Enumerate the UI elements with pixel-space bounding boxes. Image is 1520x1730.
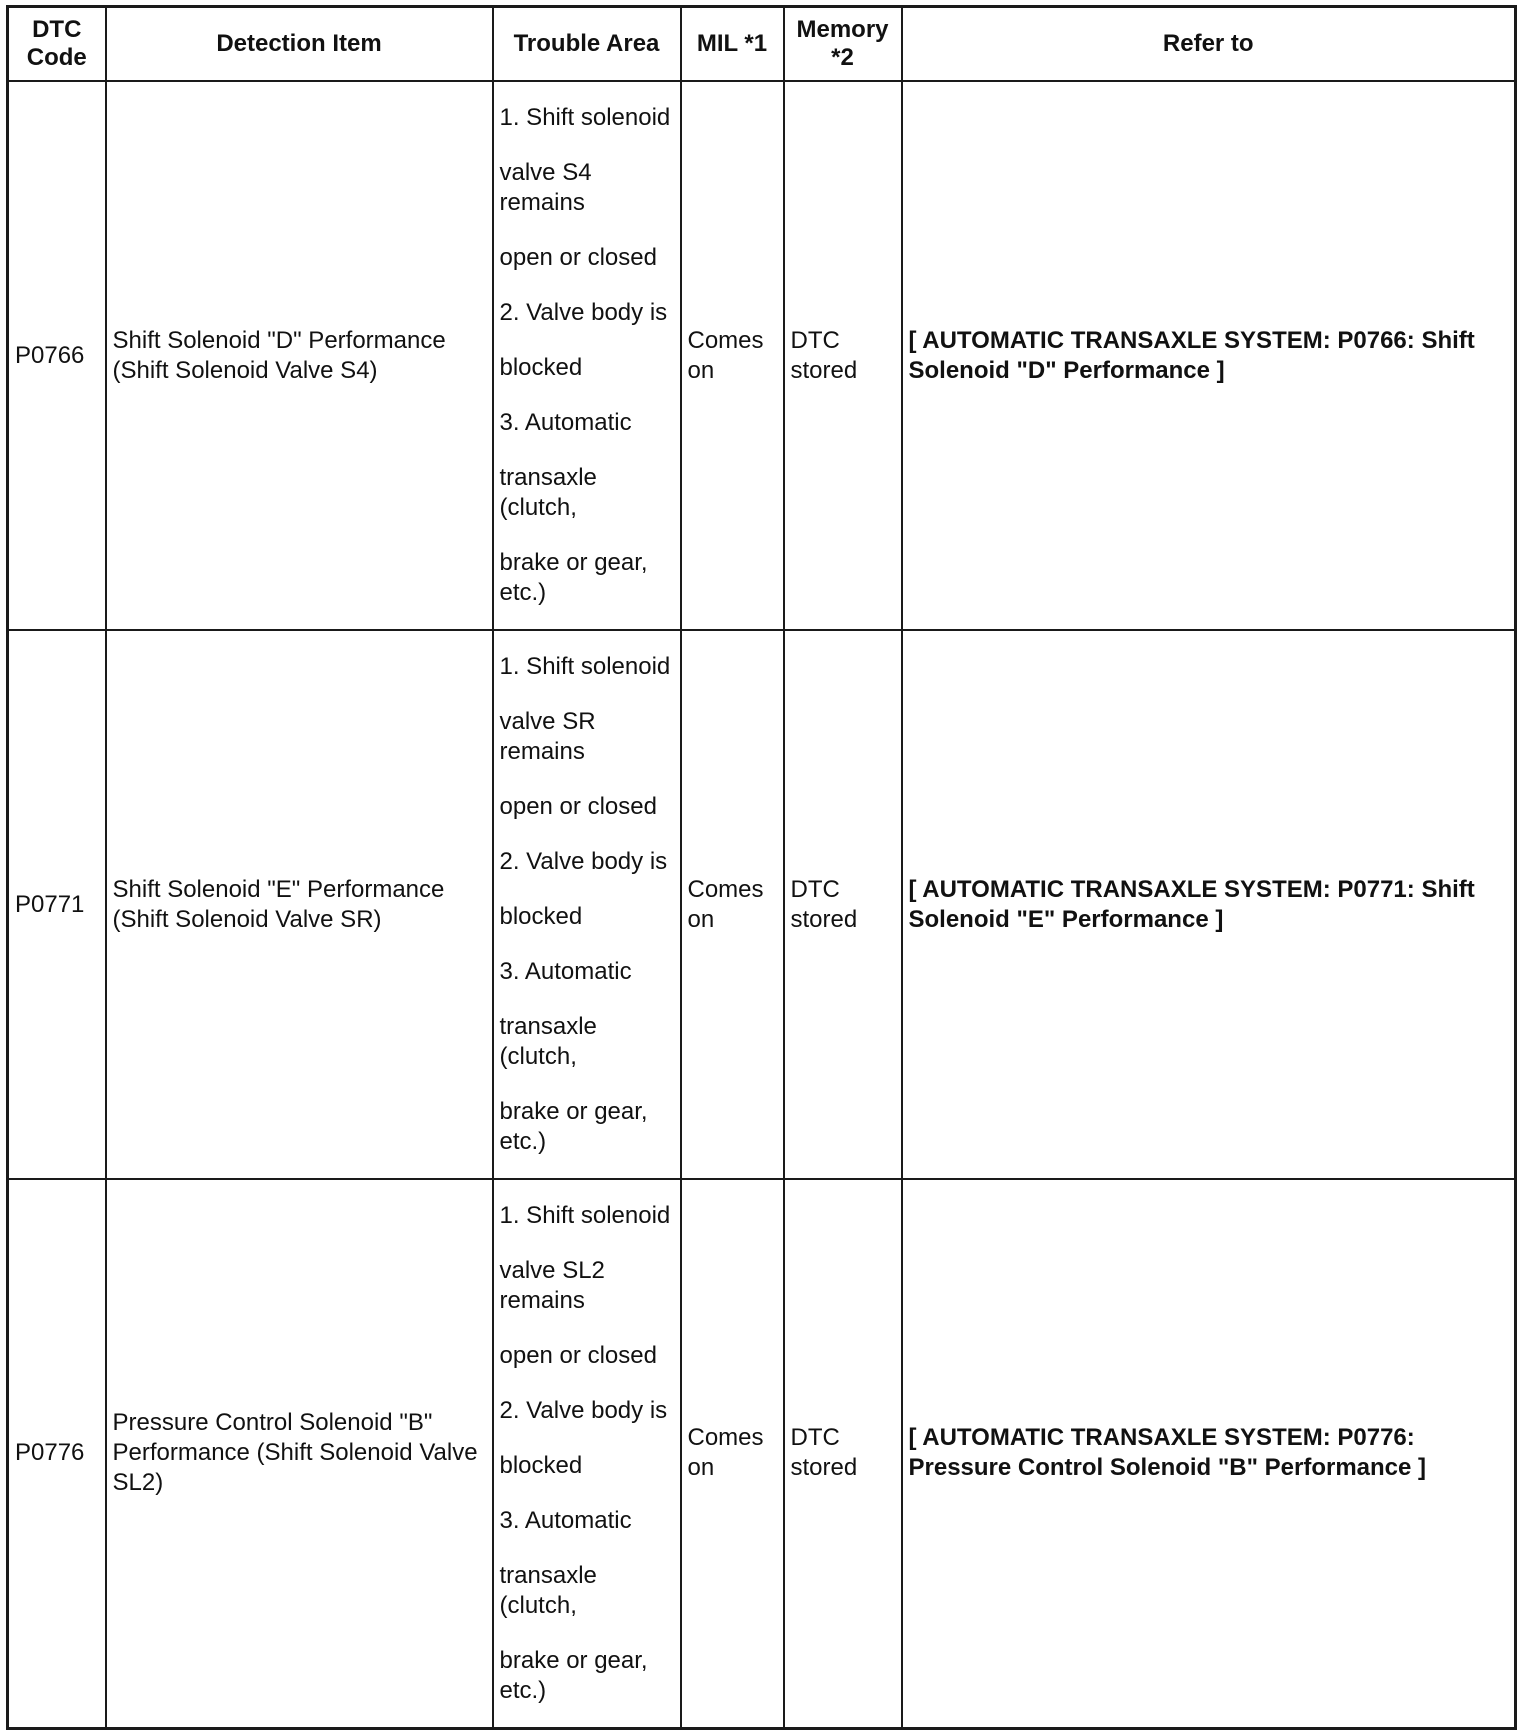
trouble-area-line: 1. Shift solenoid [499,104,671,131]
mil-cell: Comes on [681,1179,784,1728]
mil-cell: Comes on [681,81,784,630]
trouble-area-cell [493,1179,681,1728]
dtc-code-cell: P0771 [8,630,106,1179]
detection-item-cell: Shift Solenoid "D" Performance (Shift Solenoid Valve S4) [106,81,493,630]
trouble-area-line: transaxle (clutch, [499,464,597,521]
table-row [8,630,1516,1179]
trouble-area-line: 2. Valve body is [499,1396,668,1424]
header-mil: MIL *1 [681,7,784,82]
trouble-area-line: blocked [499,354,583,381]
header-memory: Memory *2 [784,7,902,82]
refer-to-link[interactable]: [ AUTOMATIC TRANSAXLE SYSTEM: P0766: Shift Solenoid "D" Performance ] [902,81,1516,630]
refer-to-link[interactable]: [ AUTOMATIC TRANSAXLE SYSTEM: P0771: Shift Solenoid "E" Performance ] [902,630,1516,1179]
trouble-area-line: valve SL2 remains [499,1256,605,1314]
refer-to-link[interactable]: [ AUTOMATIC TRANSAXLE SYSTEM: P0776: Pressure Control Solenoid "B" Performance ] [902,1179,1516,1728]
trouble-area-line: blocked [499,903,583,930]
header-detection-item: Detection Item [106,7,493,82]
header-dtc-code: DTC Code [8,7,106,82]
trouble-area-line: transaxle (clutch, [499,1561,597,1619]
trouble-area-line: open or closed [499,793,657,820]
detection-item-cell: Pressure Control Solenoid "B" Performance (Shift Solenoid Valve SL2) [106,1179,493,1728]
trouble-area-line: valve S4 remains [499,159,592,216]
trouble-area-line: transaxle (clutch, [499,1013,597,1070]
trouble-area-line: valve SR remains [499,708,596,765]
dtc-table [6,5,1517,1730]
header-row [8,7,1516,82]
trouble-area-line: 1. Shift solenoid [499,1201,671,1229]
trouble-area-line: open or closed [499,1341,657,1369]
detection-item-cell: Shift Solenoid "E" Performance (Shift Solenoid Valve SR) [106,630,493,1179]
trouble-area-line: blocked [499,1451,583,1479]
trouble-area-cell [493,81,681,630]
memory-cell: DTC stored [784,81,902,630]
trouble-area-line: 2. Valve body is [499,299,668,326]
header-refer-to: Refer to [902,7,1516,82]
header-trouble-area: Trouble Area [493,7,681,82]
memory-cell: DTC stored [784,1179,902,1728]
trouble-area-line: 3. Automatic [499,958,632,985]
mil-cell: Comes on [681,630,784,1179]
memory-cell: DTC stored [784,630,902,1179]
dtc-code-cell: P0766 [8,81,106,630]
dtc-code-cell: P0776 [8,1179,106,1728]
trouble-area-line: brake or gear, etc.) [499,1646,648,1704]
trouble-area-line: brake or gear, etc.) [499,1098,648,1155]
trouble-area-line: open or closed [499,244,657,271]
trouble-area-line: 1. Shift solenoid [499,653,671,680]
trouble-area-line: brake or gear, etc.) [499,549,648,606]
trouble-area-line: 3. Automatic [499,1506,632,1534]
trouble-area-line: 2. Valve body is [499,848,668,875]
trouble-area-line: 3. Automatic [499,409,632,436]
table-row [8,1179,1516,1728]
trouble-area-cell [493,630,681,1179]
table-row [8,81,1516,630]
